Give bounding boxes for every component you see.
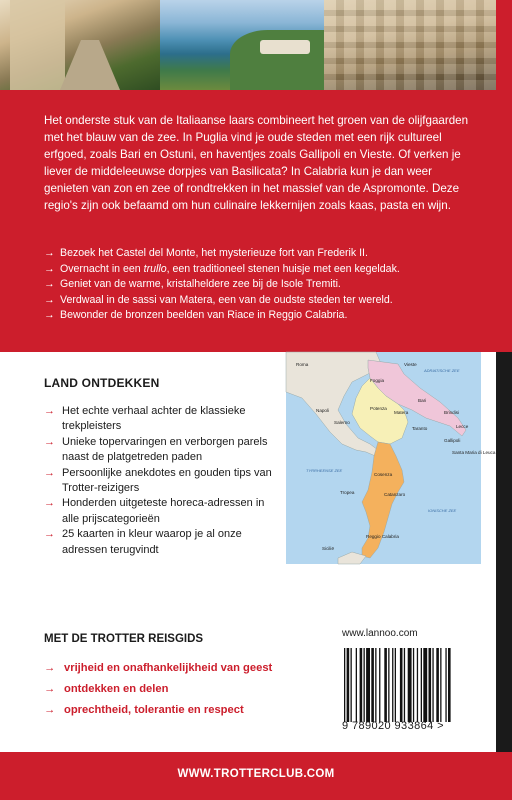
map-label: Tropea bbox=[340, 490, 355, 495]
barcode-bar bbox=[408, 648, 412, 722]
intro-text: Het onderste stuk van de Italiaanse laars combineert het groen van de olijfgaarden met het blauw van de zee. In Puglia vind je oude steden met een rijk cultureel erfgoed, zoals Bari en Ostuni, en haventjes zoals Gallipoli en Vieste. Of verken je liever de middeleeuwse dorpjes van Basilicata? In Calabria kun je dan weer genieten van zon en zee of rondtrekken in het massief van de Aspromonte. Deze regio's zijn ook befaamd om hun culinaire lekkernijen zoals kaas, pasta en wijn. bbox=[44, 114, 469, 213]
footer-url[interactable]: WWW.TROTTERCLUB.COM bbox=[177, 768, 335, 780]
highlight-item: → Bezoek het Castel del Monte, het mysterieuze fort van Frederik II. bbox=[44, 246, 484, 262]
barcode-bar bbox=[421, 648, 422, 722]
map-label: Brindisi bbox=[444, 410, 460, 415]
matera-photo bbox=[324, 0, 512, 90]
map-label: Napoli bbox=[316, 408, 330, 413]
barcode-bar bbox=[436, 648, 439, 722]
map-label: Foggia bbox=[370, 378, 385, 383]
barcode-bar bbox=[423, 648, 427, 722]
arrow-right-icon: → bbox=[44, 262, 55, 275]
cover-photo-strip bbox=[0, 0, 512, 90]
value-item: → ontdekken en delen bbox=[44, 679, 272, 700]
map-sea-label: IONISCHE ZEE bbox=[428, 508, 457, 513]
spine bbox=[496, 352, 512, 752]
arrow-right-icon: → bbox=[44, 435, 55, 448]
southern-italy-map bbox=[286, 352, 496, 564]
highlight-item: → Geniet van de warme, kristalheldere zee bij de Isole Tremiti. bbox=[44, 277, 484, 293]
map-label: Matera bbox=[394, 410, 409, 415]
barcode-bar bbox=[351, 648, 352, 722]
feature-item: → Unieke topervaringen en verborgen parels naast de platgetreden paden bbox=[44, 435, 284, 466]
map-label: Santa Maria di Leuca bbox=[452, 450, 496, 455]
barcode-bar bbox=[417, 648, 418, 722]
feature-item: → Honderden uitgeteste horeca-adressen in alle prijscategorieën bbox=[44, 496, 284, 527]
map-label: Bari bbox=[418, 398, 427, 403]
arrow-right-icon: → bbox=[44, 528, 55, 541]
arrow-right-icon: → bbox=[44, 662, 56, 674]
barcode-bar bbox=[404, 648, 405, 722]
barcode-bar bbox=[400, 648, 403, 722]
map-label: Lecce bbox=[456, 424, 469, 429]
feature-item: → 25 kaarten in kleur waarop je al onze adressen terugvindt bbox=[44, 527, 284, 558]
highlight-item: → Overnacht in een trullo, een traditioneel stenen huisje met een kegeldak. bbox=[44, 262, 484, 278]
value-item: → vrijheid en onafhankelijkheid van geest bbox=[44, 658, 272, 679]
arrow-right-icon: → bbox=[44, 405, 55, 417]
barcode-bar bbox=[395, 648, 396, 722]
barcode-bar bbox=[392, 648, 393, 722]
map-sea-label: ADRIATISCHE ZEE bbox=[424, 368, 460, 373]
map-label: Reggio Calabria bbox=[366, 534, 399, 539]
barcode-bar bbox=[347, 648, 350, 722]
map-label: Roma bbox=[296, 362, 309, 367]
details-section bbox=[0, 352, 512, 800]
map-label: Gallipoli bbox=[444, 438, 461, 443]
barcode-bar bbox=[429, 648, 432, 722]
arrow-right-icon: → bbox=[44, 278, 55, 291]
land-heading: LAND ONTDEKKEN bbox=[44, 376, 160, 390]
map-label: Taranto bbox=[412, 426, 428, 431]
arrow-right-icon: → bbox=[44, 309, 55, 322]
barcode-bar bbox=[440, 648, 441, 722]
barcode-bar bbox=[366, 648, 370, 722]
isbn-barcode bbox=[342, 642, 488, 730]
land-features-list bbox=[44, 404, 284, 558]
barcode-bar bbox=[364, 648, 365, 722]
trotter-values-list bbox=[44, 658, 272, 721]
barcode-bar bbox=[432, 648, 433, 722]
barcode-bar bbox=[413, 648, 414, 722]
map-label: Salerno bbox=[334, 420, 350, 425]
barcode-bar bbox=[384, 648, 387, 722]
barcode-bar bbox=[360, 648, 363, 722]
map-label: Cosenza bbox=[374, 472, 393, 477]
barcode-bar bbox=[375, 648, 376, 722]
arrow-right-icon: → bbox=[44, 497, 55, 510]
street-photo bbox=[0, 0, 160, 90]
feature-item: → Het echte verhaal achter de klassieke trekpleisters bbox=[44, 404, 284, 435]
barcode-bar bbox=[356, 648, 357, 722]
barcode-bar bbox=[344, 648, 345, 722]
arrow-right-icon: → bbox=[44, 293, 55, 306]
spine-top bbox=[496, 0, 512, 352]
arrow-right-icon: → bbox=[44, 466, 55, 479]
barcode-bar bbox=[371, 648, 374, 722]
map-label: Potenza bbox=[370, 406, 387, 411]
barcode-bar bbox=[379, 648, 380, 722]
isbn-number: 9 789020 933864 > bbox=[342, 720, 444, 732]
highlight-item: → Verdwaal in de sassi van Matera, een van de oudste steden ter wereld. bbox=[44, 293, 484, 309]
feature-item: → Persoonlijke anekdotes en gouden tips van Trotter-reizigers bbox=[44, 466, 284, 497]
publisher-website: www.lannoo.com bbox=[342, 628, 418, 639]
map-label: Sicilië bbox=[322, 546, 334, 551]
value-item: → oprechtheid, tolerantie en respect bbox=[44, 700, 272, 721]
map-label: Vieste bbox=[404, 362, 417, 367]
highlight-item: → Bewonder de bronzen beelden van Riace in Reggio Calabria. bbox=[44, 308, 484, 324]
arrow-right-icon: → bbox=[44, 683, 56, 695]
arrow-right-icon: → bbox=[44, 704, 56, 716]
trotter-heading: MET DE TROTTER REISGIDS bbox=[44, 633, 204, 645]
intro-panel bbox=[0, 90, 512, 352]
highlights-list bbox=[44, 246, 484, 324]
footer-bar bbox=[0, 752, 512, 800]
map-label: Catanzaro bbox=[384, 492, 406, 497]
barcode-bar bbox=[445, 648, 446, 722]
barcode-bar bbox=[448, 648, 451, 722]
coast-photo bbox=[160, 0, 324, 90]
barcode-bar bbox=[388, 648, 389, 722]
map-sea-label: TYRRHEENSE ZEE bbox=[306, 468, 343, 473]
arrow-right-icon: → bbox=[44, 247, 55, 259]
